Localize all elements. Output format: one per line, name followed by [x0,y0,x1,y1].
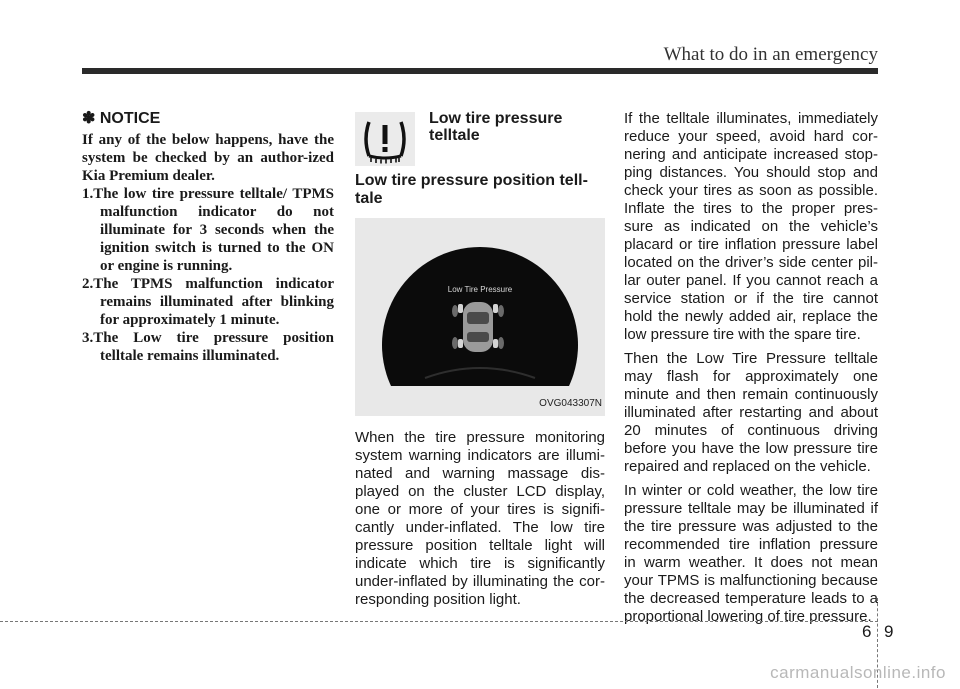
telltale-section [355,110,605,609]
watermark: carmanualsonline.info [770,663,946,682]
position-telltale-heading: Low tire pressure position tell-tale [355,172,588,207]
notice-item: 3.The Low tire pressure position telltale remains illuminated. [82,330,334,364]
cluster-figure [355,218,605,416]
figure-code: OVG043307N [539,398,602,409]
page-number: 9 [884,622,894,641]
position-telltale-body: When the tire pressure monitoring system warning indicators are illumi-nated and warning massage dis-played on the cluster LCD display, one or more of your tires is signifi-cantly under-inflated. The low tire pressure position telltale light will indicate which tire is significantly under-inflated by illuminating the cor-responding position light. [355,429,605,608]
notice-box [82,110,334,365]
chapter-number: 6 [862,622,872,641]
figure-label: Low Tire Pressure [447,285,513,294]
notice-item: 2.The TPMS malfunction indicator remains illuminated after blinking for approximately 1 minute. [82,276,334,328]
header-rule [82,68,878,74]
cluster-lcd-illustration [355,218,605,416]
body-paragraph: Then the Low Tire Pressure telltale may flash for approximately one minute and then remain continuously illuminated after restarting and about 20 minutes of continuous driving before you have the low pressure tire repaired and replaced on the vehicle. [624,350,878,475]
notice-title: ✽ NOTICE [82,110,161,127]
tire-pressure-warning-icon [355,112,415,166]
notice-item: 1.The low tire pressure telltale/ TPMS malfunction indicator do not illuminate for 3 seconds when the ignition switch is turned to the ON or engine is running. [82,186,334,274]
notice-list [82,185,334,365]
footer-rule [0,621,878,622]
running-header: What to do in an emergency [663,44,878,65]
telltale-heading: Low tire pressure telltale [429,110,563,144]
body-paragraph: In winter or cold weather, the low tire pressure telltale may be illuminated if the tire pressure was adjusted to the recommended tire inflation pressure in warm weather. It does not mean your TPMS is malfunctioning because the decreased temperature leads to a proportional lowering of tire pressure. [624,482,878,625]
body-paragraph: If the telltale illuminates, immediately reduce your speed, avoid hard cor-nering and anticipate increased stop-ping distances. You should stop and check your tires as soon as possible. Inflate the tires to the proper pres-sure as indicated on the vehicle’s placard or tire inflation pressure label located on the driver’s side center pil-lar outer panel. If you cannot reach a service station or if the tire cannot hold the newly added air, replace the low pressure tire with the spare tire. [624,110,878,343]
notice-intro: If any of the below happens, have the system be checked by an author-ized Kia Premium dealer. [82,132,334,184]
right-column [624,110,878,632]
